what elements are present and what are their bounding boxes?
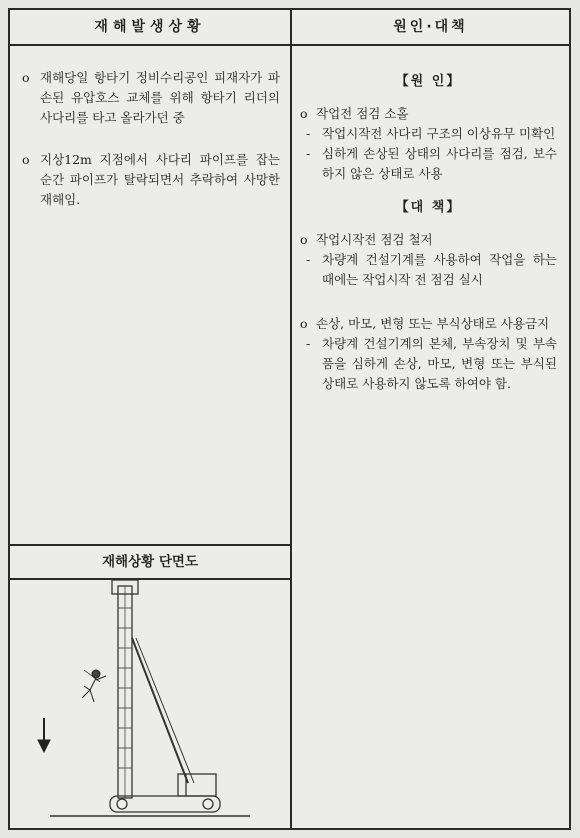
bullet-mark: o bbox=[300, 106, 308, 121]
measure-label: 【대 책】 bbox=[395, 200, 462, 215]
measure-text: 손상, 마모, 변형 또는 부식상태로 사용금지 bbox=[316, 316, 550, 331]
pile-driver-illustration bbox=[10, 578, 290, 828]
dash-mark: - bbox=[306, 146, 311, 161]
situation-text: 재해당일 항타기 정비수리공인 피재자가 파손된 유압호스 교체를 위해 항타기 리더의 사다리를 타고 올라가던 중 bbox=[40, 70, 280, 125]
cause-label: 【원 인】 bbox=[395, 74, 462, 89]
cause-measure-content bbox=[292, 46, 569, 394]
situation-text: 지상12m 지점에서 사다리 파이프를 잡는 순간 파이프가 탈락되면서 추락하여 사망한 재해임. bbox=[40, 152, 280, 207]
right-header: 원인·대책 bbox=[292, 10, 569, 46]
bullet-mark: o bbox=[22, 152, 30, 167]
dash-mark: - bbox=[306, 336, 311, 351]
bullet-mark: o bbox=[22, 70, 30, 85]
left-column bbox=[10, 10, 292, 828]
figure-title: 재해상황 단면도 bbox=[10, 544, 290, 580]
measure-item bbox=[300, 230, 557, 250]
cause-text: 작업전 점검 소홀 bbox=[316, 106, 409, 121]
dash-mark: - bbox=[306, 126, 311, 141]
accident-report-sheet bbox=[8, 8, 571, 830]
accident-situation bbox=[10, 46, 290, 210]
figure-section bbox=[10, 544, 290, 580]
bullet-mark: o bbox=[300, 316, 308, 331]
measure-sub-item bbox=[306, 334, 557, 394]
dash-mark: - bbox=[306, 252, 311, 267]
cause-sub-item bbox=[306, 124, 557, 144]
situation-item bbox=[22, 68, 280, 128]
cause-sub-text: 작업시작전 사다리 구조의 이상유무 미확인 bbox=[322, 126, 556, 141]
situation-item bbox=[22, 150, 280, 210]
measure-sub-text: 차량계 건설기계를 사용하여 작업을 하는 때에는 작업시작 전 점검 실시 bbox=[322, 252, 557, 287]
bullet-mark: o bbox=[300, 232, 308, 247]
cause-sub-item bbox=[306, 144, 557, 184]
measure-sub-text: 차량계 건설기계의 본체, 부속장치 및 부속품을 심하게 손상, 마모, 변형 또는 부식된 상태로 사용하지 않도록 하여야 함. bbox=[322, 336, 557, 391]
left-header: 재해발생상황 bbox=[10, 10, 290, 46]
measure-text: 작업시작전 점검 철저 bbox=[316, 232, 433, 247]
right-column bbox=[292, 10, 569, 828]
measure-item bbox=[300, 314, 557, 334]
cause-sub-text: 심하게 손상된 상태의 사다리를 점검, 보수하지 않은 상태로 사용 bbox=[322, 146, 557, 181]
measure-sub-item bbox=[306, 250, 557, 290]
cause-item bbox=[300, 104, 557, 124]
accident-cross-section-figure bbox=[10, 578, 290, 828]
